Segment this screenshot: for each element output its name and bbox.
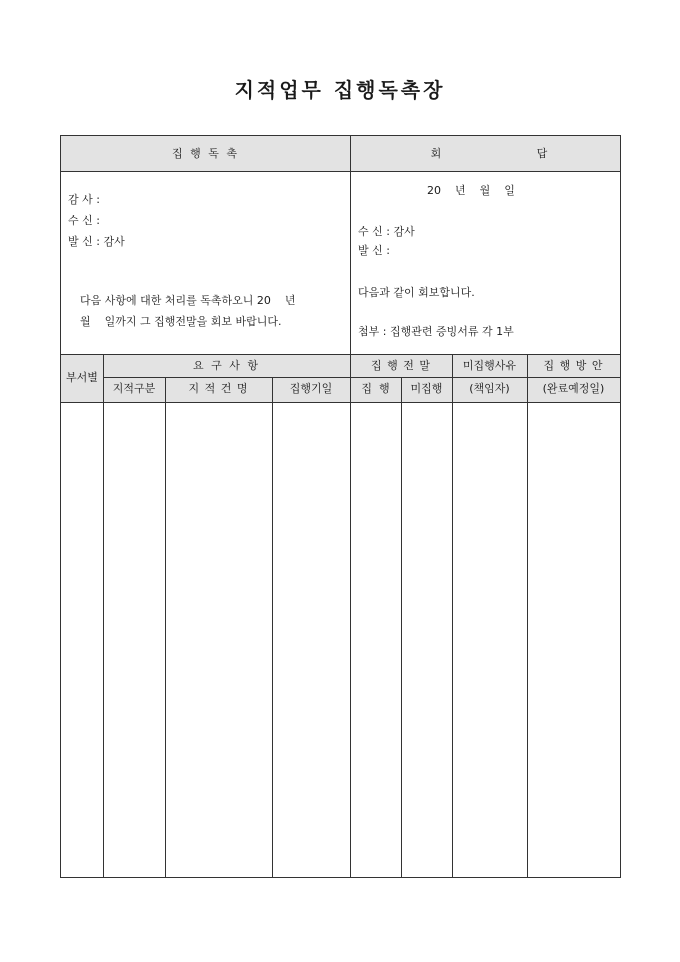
dept-column-header: 부서별 bbox=[66, 371, 98, 384]
responsible-subheader: (책임자) bbox=[469, 382, 510, 395]
request-message-line2: 월 일까지 그 집행전말을 회보 바랍니다. bbox=[80, 315, 282, 328]
divider bbox=[401, 377, 402, 877]
name-subheader: 지 적 건 명 bbox=[188, 382, 249, 395]
divider bbox=[272, 377, 273, 877]
request-message-line1: 다음 사항에 대한 처리를 독촉하오니 20 년 bbox=[80, 294, 296, 307]
header-right-label-2: 답 bbox=[536, 147, 548, 160]
plan-header: 집 행 방 안 bbox=[543, 359, 604, 372]
header-left-label: 집 행 독 촉 bbox=[172, 147, 239, 160]
execution-header: 집 행 전 말 bbox=[371, 359, 431, 372]
divider bbox=[350, 136, 351, 877]
reply-attachment: 첨부 : 집행관련 증빙서류 각 1부 bbox=[358, 325, 514, 338]
requirements-header: 요 구 사 항 bbox=[193, 359, 260, 372]
divider bbox=[165, 377, 166, 877]
sender-label: 발 신 : 감사 bbox=[68, 235, 125, 248]
divider bbox=[527, 354, 528, 877]
notdone-subheader: 미집행 bbox=[410, 382, 443, 395]
divider bbox=[61, 402, 620, 403]
audit-label: 감 사 : bbox=[68, 193, 100, 206]
recipient-label: 수 신 : bbox=[68, 214, 100, 227]
form-table bbox=[60, 135, 621, 878]
divider bbox=[61, 171, 620, 172]
type-subheader: 지적구분 bbox=[112, 382, 156, 395]
done-subheader: 집 행 bbox=[361, 382, 390, 395]
reply-sender: 발 신 : bbox=[358, 244, 390, 257]
completion-subheader: (완료예정일) bbox=[542, 382, 605, 395]
reply-date: 20 년 월 일 bbox=[427, 184, 515, 197]
document-title: 지적업무 집행독촉장 bbox=[234, 78, 446, 102]
divider bbox=[452, 354, 453, 877]
deadline-subheader: 집행기일 bbox=[289, 382, 333, 395]
header-right-label-1: 회 bbox=[430, 147, 442, 160]
divider bbox=[103, 354, 104, 877]
divider bbox=[61, 354, 620, 355]
divider bbox=[103, 377, 620, 378]
reason-header: 미집행사유 bbox=[462, 359, 517, 372]
reply-message: 다음과 같이 회보합니다. bbox=[358, 286, 475, 299]
reply-recipient: 수 신 : 감사 bbox=[358, 225, 415, 238]
